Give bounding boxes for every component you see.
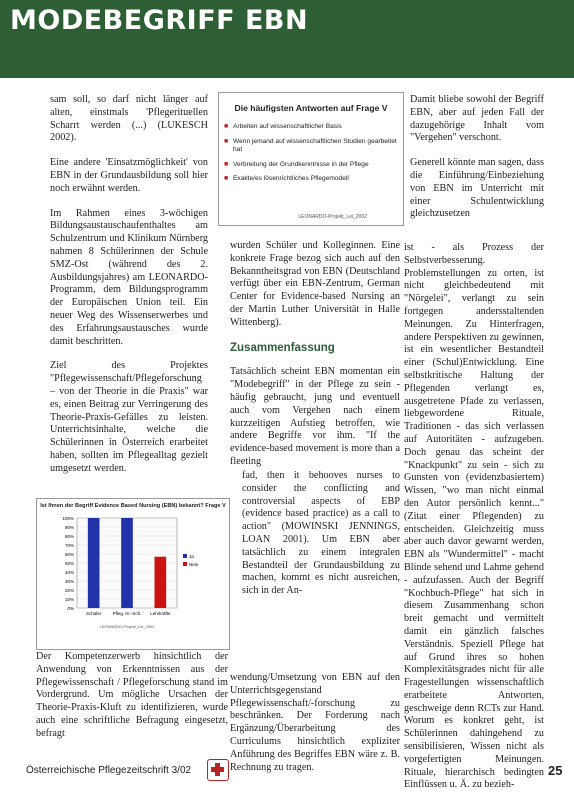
paragraph: Ziel des Projektes "Pflegewissenschaft/Pflegeforschung – von der Theorie in die Praxis" war es, einen Beitrag zur Verringerung des Theorie-Praxis-Gefälles zu leisten. Unterrichtsinhalte, welche die Schülerinnen in Österreich erarbeitet haben, sollten im Pflegealltag gezielt umgesetzt werden. — [50, 360, 208, 474]
journal-logo-icon — [207, 759, 229, 781]
y-tick-label: 0% — [67, 606, 74, 611]
x-tick-label: Lehrkräfte — [150, 611, 171, 616]
legend-label: Nein — [189, 562, 199, 567]
section-heading: Zusammenfassung — [230, 341, 335, 354]
y-tick-label: 80% — [64, 534, 74, 539]
bullet-icon: ■ — [224, 175, 229, 182]
page-title: MODEBEGRIFF EBN — [10, 5, 309, 36]
middle-column-top — [230, 240, 400, 469]
bar — [121, 518, 133, 608]
list-item: ■ Exakte/es lösenrichtliches Pflegemodell — [224, 175, 349, 182]
y-tick-label: 70% — [64, 543, 74, 548]
legend-swatch — [183, 554, 187, 558]
paragraph: Tatsächlich scheint EBN momentan ein "Modebegriff" in der Pflege zu sein - häufig gebraucht, jung und eventuell auch vom Vergehen nach einem kurzzeitigen Aufstieg betroffen, wie andere Begriffe vor ihm. "If the evidence-based movement is more than a fleeting — [230, 366, 400, 467]
bullet-icon: ■ — [224, 123, 229, 130]
bullet-icon: ■ — [224, 137, 229, 145]
answers-list — [219, 123, 403, 184]
paragraph: ist - als Prozess der Selbstverbesserung. Problemstellungen zu orten, ist nicht gleichbedeutend mit "Nörgelei", verlangt zu sein fortgegen andersstaltenden Meinungen. Zu Hinterfragen, andere Perspektiven zu gewinnen, ist ein wesentlicher Bestandteil einer (Schul)Entwicklung. Eine selbstkritische Haltung der Pflegenden verlangt es, ausgetretene Pfade zu verlassen, liebgewordene Rituale, Traditionen - das sich verlassen auf Autoritäten - aufzugeben. Doch genau das scheint der "Knackpunkt" zu sein - sich zu Gunsten von (evidenzbasiertem) Wissen, "wo man nicht einmal den Autor persönlich kennt..." (Zitat einer Pflegenden) zu entscheiden. Gleichzeitig muss aber auch davor gewarnt werden, EBN als "Wundermittel" - macht Blinde sehend und Lahme gehend - aufzufassen. Auch der Begriff "Kochbuch-Pflege" hat sich in diesem Zusammenhang schon breit gemacht und vermittelt damit ein gänzlich falsches Verständnis. Speziell Pflege hat auf Grund ihres so hohen Komplexitätsgrades nicht für alle Fragestellungen wissenschaftlich erarbeitete Antworten, geschweige denn RCTs zur Hand. Worum es konkret geht, ist Schülerinnen dahingehend zu sensibilisieren, Wissen nicht als vorgefertigten Meinungen. Rituale, hierarchisch bedingten Einflüssen u. Ä. zu bezieh- — [404, 242, 544, 791]
paragraph: Eine andere 'Einsatzmöglichkeit' von EBN in der Grundausbildung soll hier noch erwähnt werden. — [50, 157, 208, 194]
paragraph: Generell könnte man sagen, dass die Einführung/Einbeziehung von EBN im Unterricht mit einer Schulentwicklung gleichzusetzen — [410, 157, 544, 220]
middle-column-indented — [242, 470, 400, 598]
bar — [88, 518, 100, 608]
y-tick-label: 30% — [64, 579, 74, 584]
answers-box-footnote: LEONARDO-Projekt_Lei_2002 — [298, 214, 367, 220]
y-tick-label: 40% — [64, 570, 74, 575]
right-column-top — [410, 94, 544, 221]
x-tick-label: Schüler — [86, 611, 102, 616]
journal-name: Österreichische Pflegezeitschrift 3/02 — [26, 765, 192, 776]
bar — [155, 557, 167, 608]
y-tick-label: 20% — [64, 588, 74, 593]
y-tick-label: 50% — [64, 561, 74, 566]
right-column-main — [404, 242, 544, 792]
paragraph: Damit bliebe sowohl der Begriff EBN, aber auf jeden Fall der dazugehörige Inhalt vom "Vergehen" verschont. — [410, 94, 544, 144]
y-tick-label: 60% — [64, 552, 74, 557]
answers-box-title: Die häufigsten Antworten auf Frage V — [234, 103, 388, 113]
list-item: ■ Wenn jemand auf wissenschaftlichen Studien gearbeitet hat — [224, 137, 397, 153]
list-item: ■ Arbeiten auf wissenschaftlicher Basis — [224, 123, 342, 130]
chart-title: Ist Ihnen der Begriff Evidence Based Nursing (EBN) bekannt? Frage V — [40, 503, 226, 509]
paragraph: fad, then it behooves nurses to consider the conflicting and controversial aspects of EBP (evidence based practice) as a call to action" (MOWINSKI JENNINGS, LOAN 2001). Um EBN aber tatsächlich zu einem integralen Bestandteil der Grundausbildung zu machen, kommt es nicht ausreichen, sich in der An- — [242, 470, 400, 597]
left-column-bottom — [36, 651, 228, 741]
list-item: ■ Verbreitung der Grundkenntnisse in der Pflege — [224, 160, 369, 168]
chart-footnote: LEONARDO-Projekt_Lei_2002 — [99, 624, 155, 629]
y-tick-label: 90% — [64, 525, 74, 530]
answers-box — [218, 92, 404, 226]
y-tick-label: 100% — [62, 516, 74, 521]
paragraph: sam soll, so darf nicht länger auf alten, einstmals 'Pflegerituellen Scharrt werden (...) (LUKESCH 2002). — [50, 94, 208, 144]
legend-label: Ja — [189, 554, 194, 559]
bullet-icon: ■ — [224, 160, 229, 168]
paragraph: wurden Schüler und Kolleginnen. Eine konkrete Frage bezog sich auch auf den Bekanntheitsgrad von EBN (Deutschland verfügt über ein EBN-Zentrum, German Center for Evidence-based Nursing an der Martin Luther Universität in Halle Wittenberg). — [230, 240, 400, 328]
paragraph: Der Kompetenzerwerb hinsichtlich der Anwendung von Erkenntnissen aus der Pflegewissenschaft / Pflegeforschung stand im Vordergrund. Um mögliche Ursachen der Theorie-Praxis-Kluft zu identifizieren, wurde auch eine schriftliche Befragung eingesetzt, befragt — [36, 651, 228, 739]
paragraph: wendung/Umsetzung von EBN auf den Unterrichtsgegenstand Pflegewissenschaft/-forschung zu beschränken. Der Forderung nach Ergänzung/Überarbeitung des Curriculums hinsichtlich expliziter Anführung des Begriffes EBN wäre z. B. Rechnung zu tragen. — [230, 672, 400, 773]
bar-chart — [37, 510, 227, 638]
left-column — [50, 94, 208, 488]
y-tick-label: 10% — [64, 597, 74, 602]
legend-swatch — [183, 562, 187, 566]
paragraph: Im Rahmen eines 3-wöchigen Bildungsaustauschaufenthaltes am Schulzentrum und Klinikum Nürnberg nahmen 8 Schülerinnen der Schule SMZ-Ost (während des 2. Ausbildungsjahres) am LEONARDO-Programm, dem Bildungsprogramm der Europäischen Union teil. Ein neuer Weg des Wissenserwerbes und des Erfahrungsaustausches wurde damit beschritten. — [50, 207, 208, 347]
header-bar — [0, 0, 574, 78]
chart-box — [36, 498, 230, 650]
middle-column-bottom — [230, 672, 400, 774]
page-number: 25 — [548, 763, 563, 778]
x-tick-label: Pfleg. Kr.-Sch. — [112, 611, 142, 616]
